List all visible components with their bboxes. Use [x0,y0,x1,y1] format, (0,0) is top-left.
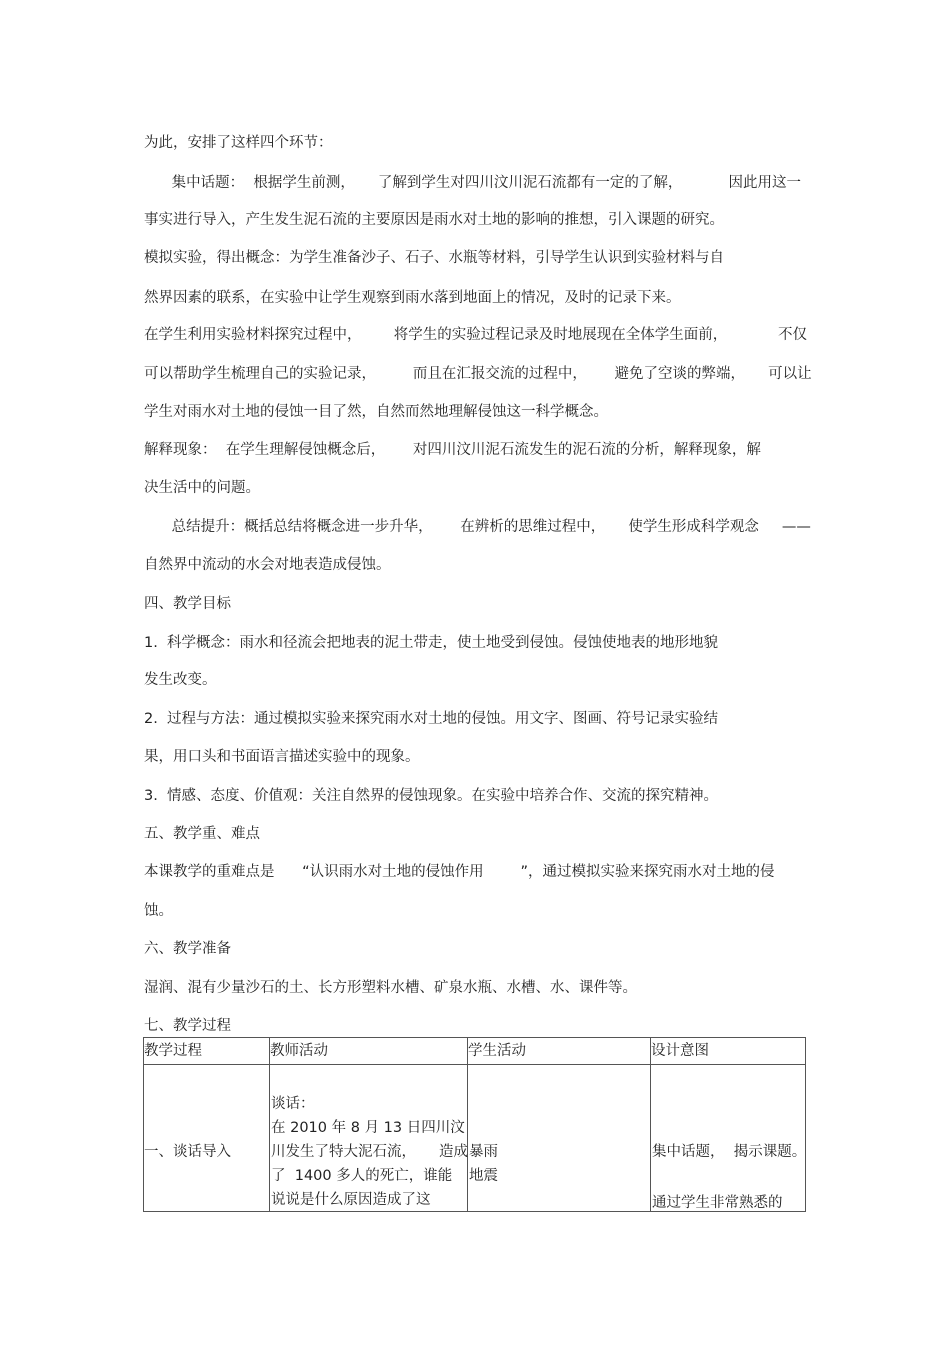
paragraph-line: 蚀。 [144,903,173,919]
intent-line: 集中话题， 揭示课题。 [652,1144,807,1160]
paragraph-line: 事实进行导入，产生发生泥石流的主要原因是雨水对土地的影响的推想，引入课题的研究。 [144,212,724,228]
intent-line: 通过学生非常熟悉的 [652,1195,783,1211]
paragraph-line: 解释现象： 在学生理解侵蚀概念后， 对四川汶川泥石流发生的泥石流的分析，解释现象，解 [144,442,761,458]
teacher-line: 了 1400 多人的死亡，谁能 [271,1168,453,1184]
paragraph-line: 模拟实验，得出概念：为学生准备沙子、石子、水瓶等材料，引导学生认识到实验材料与自 [144,250,724,266]
paragraph-line: 自然界中流动的水会对地表造成侵蚀。 [144,557,391,573]
paragraph-line: 学生对雨水对土地的侵蚀一目了然，自然而然地理解侵蚀这一科学概念。 [144,404,608,420]
paragraph-line: 决生活中的问题。 [144,480,260,496]
paragraph-line: 可以帮助学生梳理自己的实验记录， 而且在汇报交流的过程中， 避免了空谈的弊端， 可以让 [144,366,812,382]
teacher-line: 在 2010 年 8 月 13 日四川汶 [271,1120,465,1136]
section-heading: 五、教学重、难点 [144,826,260,842]
cell-design-intent [651,1065,806,1212]
lesson-process-table [143,1037,806,1212]
section-heading: 四、教学目标 [144,596,231,612]
section-heading: 七、教学过程 [144,1018,231,1034]
header-student-activity: 学生活动 [468,1038,651,1065]
cell-process [144,1065,270,1212]
paragraph-line: 总结提升：概括总结将概念进一步升华， 在辨析的思维过程中， 使学生形成科学观念 —— [144,519,811,535]
paragraph-line: 湿润、混有少量沙石的土、长方形塑料水槽、矿泉水瓶、水槽、水、课件等。 [144,980,637,996]
table-header-row [144,1038,806,1065]
cell-student-activity [468,1065,651,1212]
paragraph-line: 本课教学的重难点是 “认识雨水对土地的侵蚀作用 ”，通过模拟实验来探究雨水对土地的侵 [144,864,775,880]
paragraph-line: 果，用口头和书面语言描述实验中的现象。 [144,749,420,765]
header-teacher-activity: 教师活动 [270,1038,468,1065]
teacher-line: 川发生了特大泥石流， 造成 [271,1144,469,1160]
paragraph-line: 集中话题： 根据学生前测， 了解到学生对四川汶川泥石流都有一定的了解， 因此用这一 [144,175,802,191]
student-line: 暴雨 [469,1144,498,1160]
table-row [144,1065,806,1212]
paragraph-line: 2. 过程与方法：通过模拟实验来探究雨水对土地的侵蚀。用文字、图画、符号记录实验结 [144,711,719,727]
paragraph-line: 发生改变。 [144,672,217,688]
process-label: 一、谈话导入 [144,1144,231,1160]
paragraph-line: 3. 情感、态度、价值观：关注自然界的侵蚀现象。在实验中培养合作、交流的探究精神。 [144,788,719,804]
header-design-intent: 设计意图 [651,1038,806,1065]
paragraph-line: 然界因素的联系，在实验中让学生观察到雨水落到地面上的情况，及时的记录下来。 [144,290,681,306]
paragraph-line: 在学生利用实验材料探究过程中， 将学生的实验过程记录及时地展现在全体学生面前， 不仅 [144,327,807,343]
paragraph-line: 为此，安排了这样四个环节： [144,135,333,151]
student-line: 地震 [469,1168,498,1184]
paragraph-line: 1. 科学概念：雨水和径流会把地表的泥土带走，使土地受到侵蚀。侵蚀使地表的地形地貌 [144,635,719,651]
cell-teacher-activity [270,1065,468,1212]
header-process: 教学过程 [144,1038,270,1065]
teacher-line: 谈话： [271,1096,315,1112]
section-heading: 六、教学准备 [144,941,231,957]
teacher-line: 说说是什么原因造成了这 [271,1192,431,1208]
